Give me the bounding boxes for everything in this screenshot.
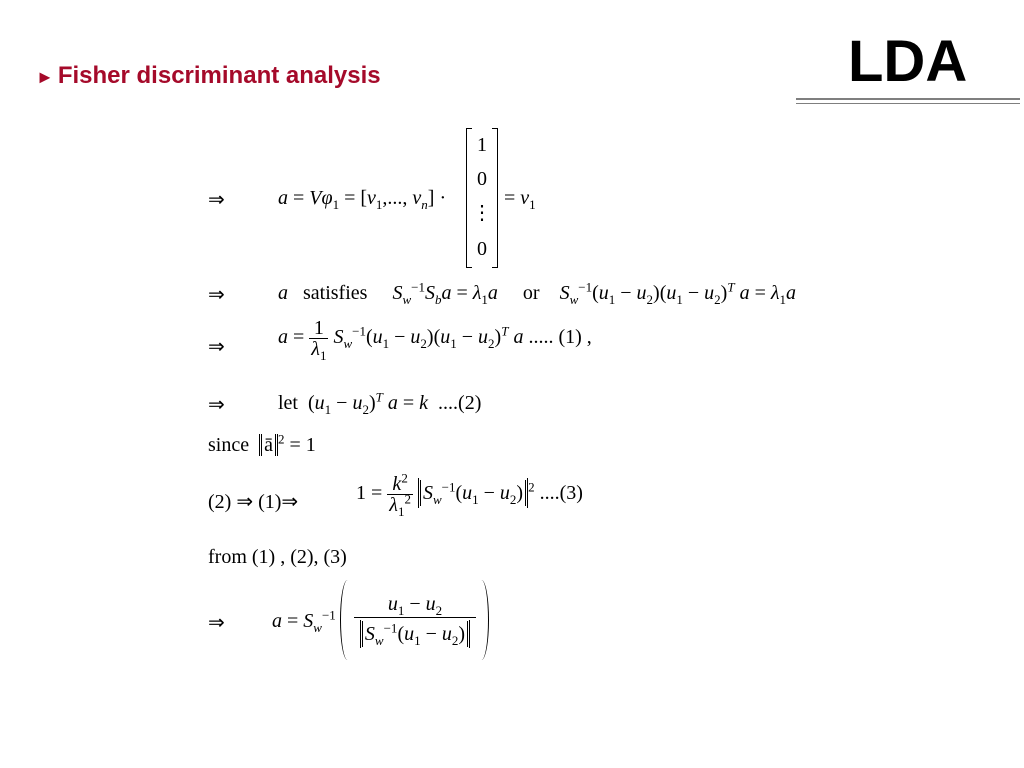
final-fraction: $u_1 - u_2$ $S_w^{-1}(u_1 - u_2)$: [354, 594, 476, 644]
equation-line-4: let $(u_1 - u_2)^T$ a = k ....(2): [278, 389, 482, 417]
equation-line-7: from (1) , (2), (3): [208, 546, 347, 568]
title-rule-thick: [796, 98, 1020, 100]
slide-title: LDA: [848, 29, 968, 94]
section-heading: [36, 62, 381, 90]
implies-symbol-8: ⇒: [208, 612, 225, 634]
or-word: or: [522, 282, 540, 304]
equation-label-1: ..... (1) ,: [528, 326, 592, 349]
equation-label-2: ....(2): [438, 392, 482, 414]
title-rule-thin: [796, 103, 1020, 104]
section-heading-text: Fisher discriminant analysis: [57, 62, 381, 89]
equation-line-2: a satisfies $S_w^{-1}S_ba = \lambda_1a$ or $S_w^{-1}(u_1 - u_2)(u_1 - u_2)^T$ $a = \lambda_1a$: [278, 279, 797, 307]
equation-line-1-rhs: = $v_1$: [504, 187, 536, 212]
equation-label-3: ....(3): [539, 482, 583, 505]
left-big-paren: [340, 580, 355, 660]
equation-line-6: 1 = $\frac{k^2}{\lambda_1^2}$ $S_w^{-1}(u_1 - u_2)$ $^2$ ....(3): [356, 470, 583, 519]
implies-symbol-3: ⇒: [208, 336, 225, 358]
vector-entry: 0: [477, 238, 487, 260]
vector-entry: ⋮: [472, 202, 492, 224]
since-word: since: [208, 434, 250, 456]
equation-line-3: a = $\frac{1}{\lambda_1}$ $S_w^{-1}(u_1 - u_2)(u_1 - u_2)^T$ a ..... (1) ,: [278, 317, 592, 363]
vector-entry: 0: [477, 168, 487, 190]
equation-line-5: since ā $^2$ = 1: [208, 431, 316, 456]
implies-symbol-4: ⇒: [208, 394, 225, 416]
equation-line-1-lhs: $a = V\varphi_1 = [v_1$,..., $v_n$] ·: [278, 187, 447, 212]
implies-symbol-2: ⇒: [208, 284, 225, 306]
vector-entry: 1: [477, 134, 487, 156]
let-word: let: [278, 392, 298, 414]
satisfies-word: satisfies: [303, 282, 368, 304]
equation-line-8-lhs: $a = S_w^{-1}$: [272, 607, 336, 635]
column-vector: [466, 128, 498, 268]
implies-symbol-1: ⇒: [208, 189, 225, 211]
bullet-icon: ►: [36, 67, 54, 87]
equation-line-6-lhs: (2) ⇒ (1)⇒: [208, 491, 299, 513]
right-big-paren: [474, 580, 489, 660]
